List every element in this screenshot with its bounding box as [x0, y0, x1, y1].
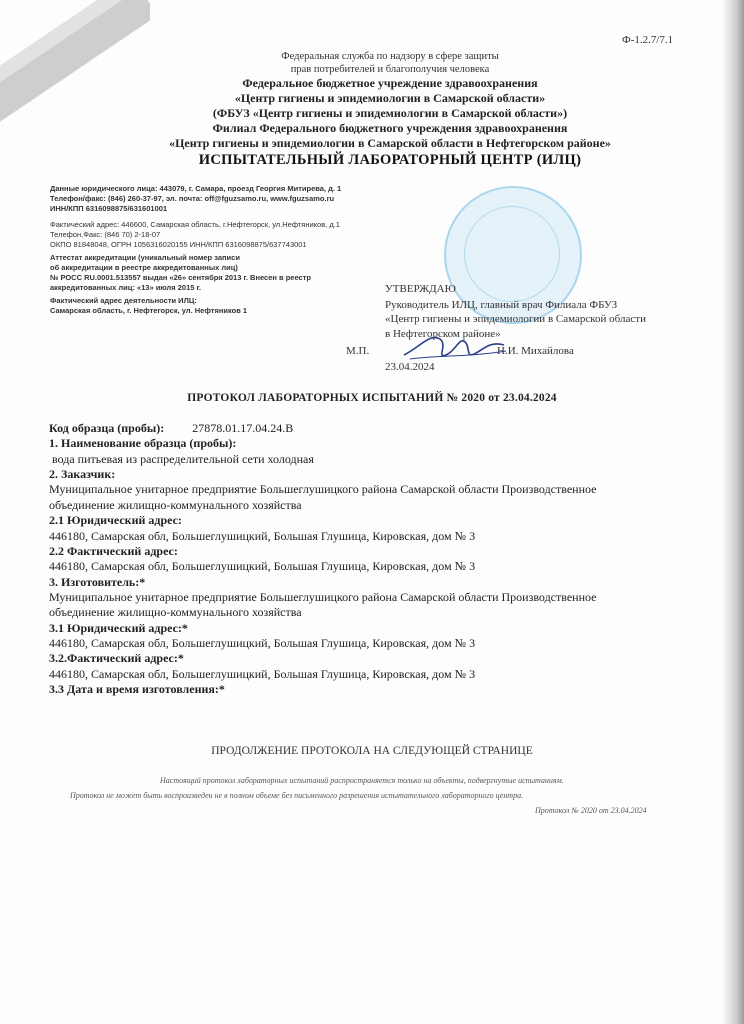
header-line-3: Федеральное бюджетное учреждение здравоохранения	[242, 76, 538, 91]
approval-line-3: в Нефтегорском районе»	[385, 327, 501, 340]
section-2-1-label: 2.1 Юридический адрес:	[49, 513, 182, 528]
organization-header	[40, 50, 740, 169]
branch-line-3: ОКПО 81848048, ОГРН 1056316020155 ИНН/КПП 6316098875/637743001	[50, 240, 307, 250]
sample-details	[49, 421, 679, 697]
branch-line-1: Фактический адрес: 446600, Самарская область, г.Нефтегорск, ул.Нефтяников, д.1	[50, 220, 340, 229]
header-line-5: (ФБУЗ «Центр гигиены и эпидемиологии в Самарской области»)	[212, 106, 568, 121]
legal-entity-block	[50, 184, 341, 214]
section-2-label: 2. Заказчик:	[49, 467, 116, 482]
accreditation-line-4: аккредитованных лиц: «13» июля 2015 г.	[50, 283, 201, 293]
sample-code-row	[49, 421, 679, 436]
accreditation-line-1: Аттестат аккредитации (уникальный номер записи	[50, 253, 240, 262]
accreditation-line-2: об аккредитации в реестре аккредитованных лиц)	[50, 263, 238, 273]
sample-code-label: Код образца (пробы):	[49, 421, 165, 435]
approval-date: 23.04.2024	[385, 361, 435, 373]
section-3-2-label: 3.2.Фактический адрес:*	[49, 651, 184, 666]
protocol-title: ПРОТОКОЛ ЛАБОРАТОРНЫХ ИСПЫТАНИЙ № 2020 от 23.04.2024	[187, 392, 557, 404]
section-3-1-value: 446180, Самарская обл, Большеглушицкий, Большая Глушица, Кировская, дом № 3	[49, 636, 476, 651]
header-line-4: «Центр гигиены и эпидемиологии в Самарской области»	[234, 91, 546, 106]
activity-address-line-1: Фактический адрес деятельности ИЛЦ:	[50, 296, 197, 305]
sample-code-value: 27878.01.17.04.24.В	[192, 421, 294, 435]
footer-note-2: Протокол не может быть воспроизведен не в полном объеме без письменного разрешения испытательного лабораторного центра.	[70, 791, 524, 800]
legal-line-2: Телефон/факс: (846) 260-37-97, эл. почта: off@fguzsamo.ru, www.fguzsamo.ru	[50, 194, 335, 204]
section-2-value-line-1: Муниципальное унитарное предприятие Большеглушицкого района Самарской области Производственное	[49, 482, 597, 497]
legal-line-1: Данные юридического лица: 443079, г. Самара, проезд Георгия Митирева, д. 1	[50, 184, 342, 193]
header-lab-name: ИСПЫТАТЕЛЬНЫЙ ЛАБОРАТОРНЫЙ ЦЕНТР (ИЛЦ)	[198, 152, 582, 169]
section-3-1-label: 3.1 Юридический адрес:*	[49, 620, 188, 635]
section-2-2-label: 2.2 Фактический адрес:	[49, 543, 178, 558]
activity-address-line-2: Самарская область, г. Нефтегорск, ул. Нефтяников 1	[50, 306, 248, 316]
section-1-label: 1. Наименование образца (пробы):	[49, 436, 237, 451]
approval-line-1: Руководитель ИЛЦ, главный врач Филиала ФБУЗ	[385, 299, 618, 311]
header-line-1: Федеральная служба по надзору в сфере защиты	[281, 51, 499, 62]
footer-protocol-ref: Протокол № 2020 от 23.04.2024	[535, 806, 647, 815]
signer-name: Н.И. Михайлова	[497, 345, 574, 357]
approval-line-2: «Центр гигиены и эпидемиологии в Самарской области	[385, 313, 646, 326]
section-3-value-line-2: объединение жилищно-коммунального хозяйства	[49, 605, 302, 620]
handwritten-signature	[400, 325, 510, 365]
accreditation-line-3: № РОСС RU.0001.513557 выдан «26» сентября 2013 г. Внесен в реестр	[50, 273, 311, 283]
activity-address-block	[50, 296, 247, 316]
section-3-label: 3. Изготовитель:*	[49, 574, 146, 589]
section-3-2-value: 446180, Самарская обл, Большеглушицкий, Большая Глушица, Кировская, дом № 3	[49, 666, 476, 681]
header-line-6: Филиал Федерального бюджетного учреждения здравоохранения	[212, 121, 568, 136]
continuation-notice: ПРОДОЛЖЕНИЕ ПРОТОКОЛА НА СЛЕДУЮЩЕЙ СТРАНИЦЕ	[211, 745, 533, 757]
approval-title: УТВЕРЖДАЮ	[385, 283, 456, 295]
branch-line-2: Телефон,Факс: (846 70) 2-18-07	[50, 230, 161, 240]
section-3-value-line-1: Муниципальное унитарное предприятие Большеглушицкого района Самарской области Производственное	[49, 589, 597, 604]
section-2-2-value: 446180, Самарская обл, Большеглушицкий, Большая Глушица, Кировская, дом № 3	[49, 559, 476, 574]
section-3-3-label: 3.3 Дата и время изготовления:*	[49, 682, 225, 697]
branch-block	[50, 220, 340, 250]
legal-line-3: ИНН/КПП 6316098875/631601001	[50, 204, 168, 214]
header-line-7: «Центр гигиены и эпидемиологии в Самарской области в Нефтегорском районе»	[169, 136, 611, 151]
header-line-2: прав потребителей и благополучия человека	[290, 64, 490, 76]
stamp-place-label: М.П.	[346, 345, 370, 357]
accreditation-block	[50, 253, 311, 294]
section-2-value-line-2: объединение жилищно-коммунального хозяйства	[49, 497, 302, 512]
footer-note-1: Настоящий протокол лабораторных испытаний распространяется только на объекты, подвергнутые испытаниям.	[160, 776, 564, 785]
section-2-1-value: 446180, Самарская обл, Большеглушицкий, Большая Глушица, Кировская, дом № 3	[49, 528, 476, 543]
form-code: Ф-1.2.7/7.1	[622, 34, 674, 46]
section-1-value: вода питьевая из распределительной сети холодная	[52, 451, 314, 466]
